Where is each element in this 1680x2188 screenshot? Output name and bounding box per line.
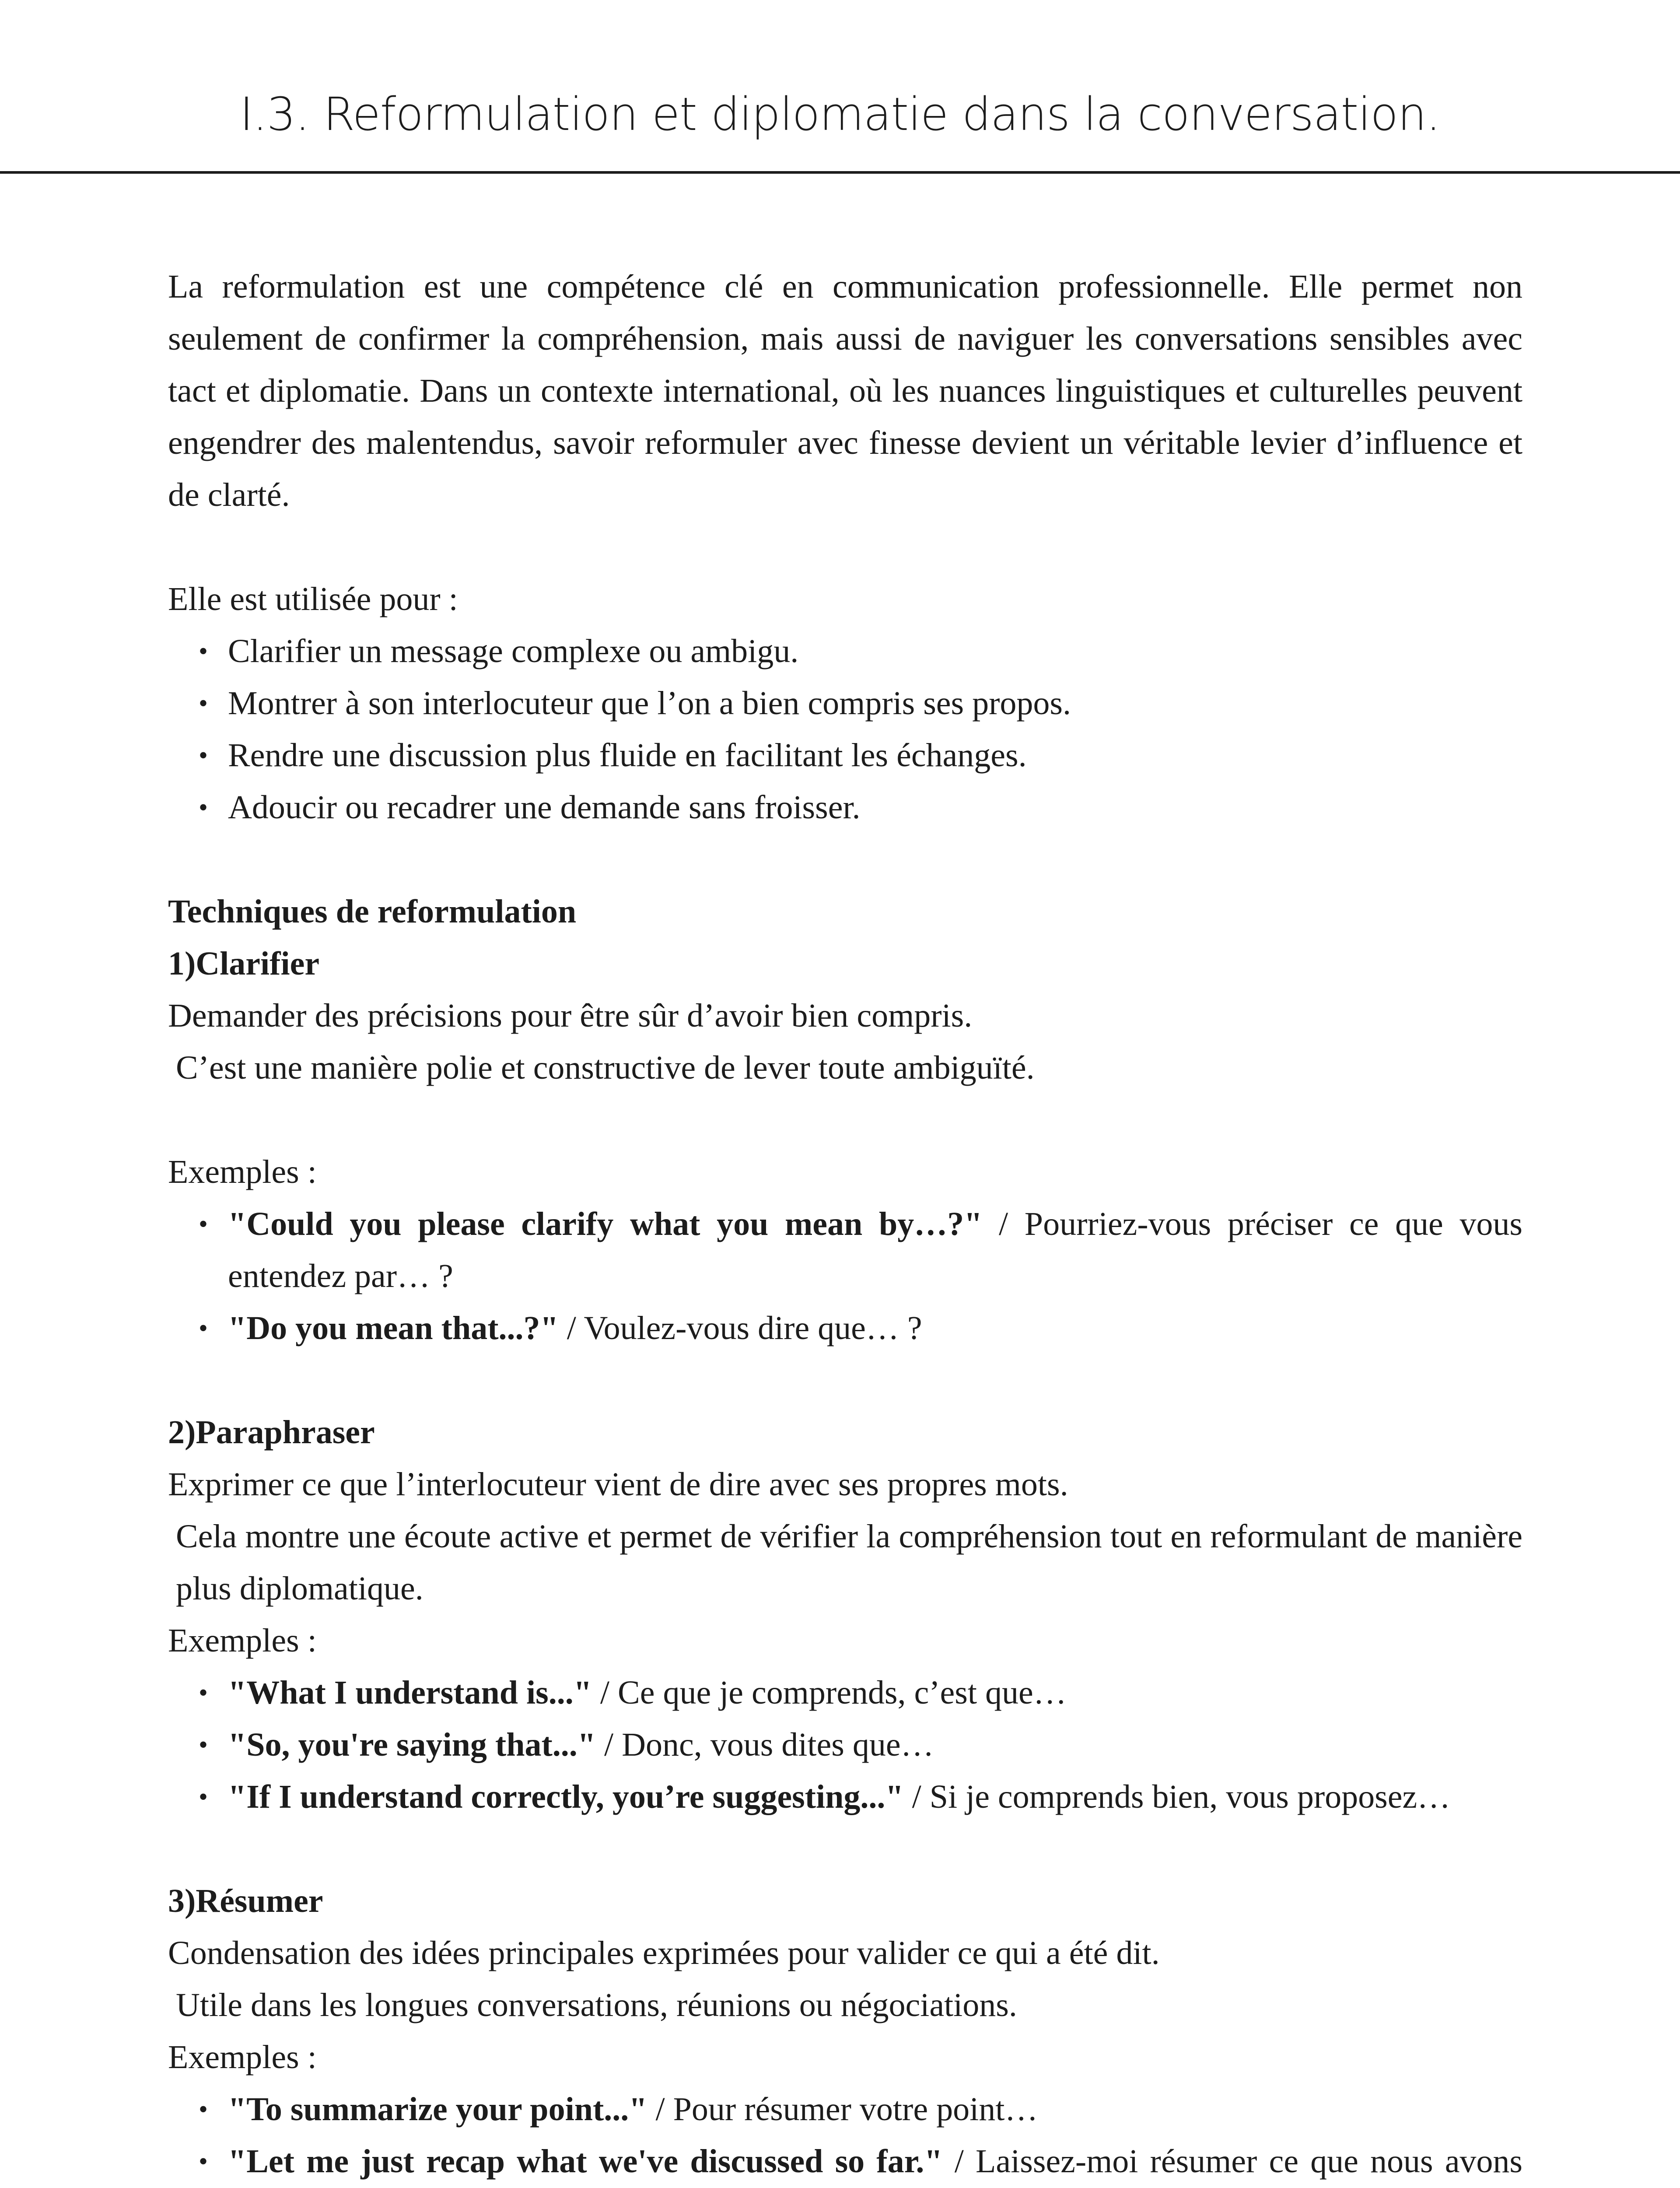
example-english: "So, you're saying that..." — [228, 1726, 596, 1763]
example-item — [168, 1198, 1522, 1302]
examples-label: Exemples : — [168, 1622, 317, 1659]
spacer — [168, 834, 1522, 886]
example-english: "Could you please clarify what you mean by…?" — [228, 1206, 983, 1242]
spacer — [168, 1094, 1522, 1146]
list-item: • Clarifier un message complexe ou ambigu. — [168, 625, 1522, 677]
intro-paragraph: La reformulation est une compétence clé en communication professionnelle. Elle permet non seulement de confirmer la compréhension, mais aussi de naviguer les conversations sensibles avec tact et diplomatie. Dans un contexte international, où les nuances linguistiques et culturelles peuvent engendrer des malentendus, savoir reformuler avec finesse devient un véritable levier d’influence et de clarté. — [168, 268, 1522, 513]
section-text: Cela montre une écoute active et permet de vérifier la compréhension tout en reformulant de manière plus diplomatique. — [176, 1518, 1522, 1607]
example-french: / Ce que je comprends, c’est que… — [592, 1674, 1067, 1711]
bullet-icon: • — [199, 2095, 208, 2124]
section-heading-clarifier: 1)Clarifier — [168, 945, 320, 982]
section-heading-resumer: 3)Résumer — [168, 1883, 323, 1919]
bullet-icon: • — [199, 1314, 208, 1343]
spacer — [168, 1823, 1522, 1875]
bullet-icon: • — [199, 741, 208, 770]
list-item: • Rendre une discussion plus fluide en facilitant les échanges. — [168, 729, 1522, 782]
section-text: Exprimer ce que l’interlocuteur vient de dire avec ses propres mots. — [168, 1466, 1068, 1503]
uses-lead: Elle est utilisée pour : — [168, 581, 458, 617]
example-english: "Let me just recap what we've discussed so far." — [228, 2143, 943, 2180]
bullet-icon: • — [199, 1782, 208, 1811]
bullet-icon: • — [199, 1678, 208, 1707]
page-title: I.3. Reformulation et diplomatie dans la conversation. — [240, 88, 1440, 141]
example-english: "What I understand is..." — [228, 1674, 592, 1711]
example-french: / Si je comprends bien, vous proposez… — [903, 1778, 1451, 1815]
uses-list — [168, 625, 1522, 834]
section-text: Condensation des idées principales exprimées pour valider ce qui a été dit. — [168, 1935, 1160, 1971]
bullet-icon: • — [199, 1210, 208, 1238]
example-item — [168, 2083, 1522, 2135]
example-english: "Do you mean that...?" — [228, 1310, 559, 1346]
example-item — [168, 1302, 1522, 1354]
list-item: • Adoucir ou recadrer une demande sans froisser. — [168, 782, 1522, 834]
example-french: / Voulez-vous dire que… ? — [558, 1310, 922, 1346]
example-english: "If I understand correctly, you’re suggesting..." — [228, 1778, 904, 1815]
section-text: Demander des précisions pour être sûr d’avoir bien compris. — [168, 997, 973, 1034]
examples-list — [168, 1667, 1522, 1823]
example-french: / Laissez-moi résumer ce que nous avons — [954, 2143, 1523, 2180]
example-english: "To summarize your point..." — [228, 2091, 648, 2128]
example-french: / Pourriez-vous préciser ce que vous entendez par… ? — [228, 1206, 1522, 1294]
bullet-icon: • — [199, 793, 208, 822]
list-item: • Montrer à son interlocuteur que l’on a bien compris ses propos. — [168, 677, 1522, 729]
example-french: / Donc, vous dites que… — [595, 1726, 934, 1763]
example-item — [168, 1667, 1522, 1719]
spacer — [168, 521, 1522, 573]
bullet-icon: • — [199, 689, 208, 718]
spacer — [168, 1354, 1522, 1406]
section-heading-paraphraser: 2)Paraphraser — [168, 1414, 375, 1451]
header-divider — [0, 171, 1680, 174]
examples-list — [168, 1198, 1522, 1354]
section-text: C’est une manière polie et constructive de lever toute ambiguïté. — [176, 1049, 1035, 1086]
bullet-icon: • — [199, 2147, 208, 2176]
example-item — [168, 1771, 1522, 1823]
examples-list — [168, 2083, 1522, 2188]
section-text: Utile dans les longues conversations, réunions ou négociations. — [176, 1987, 1017, 2023]
techniques-heading: Techniques de reformulation — [168, 893, 577, 930]
example-item — [168, 1719, 1522, 1771]
example-french: / Pour résumer votre point… — [647, 2091, 1038, 2128]
example-item — [168, 2135, 1522, 2188]
examples-label: Exemples : — [168, 2039, 317, 2076]
bullet-icon: • — [199, 1730, 208, 1759]
page-content — [168, 261, 1522, 2188]
bullet-icon: • — [199, 637, 208, 666]
examples-label: Exemples : — [168, 1154, 317, 1190]
